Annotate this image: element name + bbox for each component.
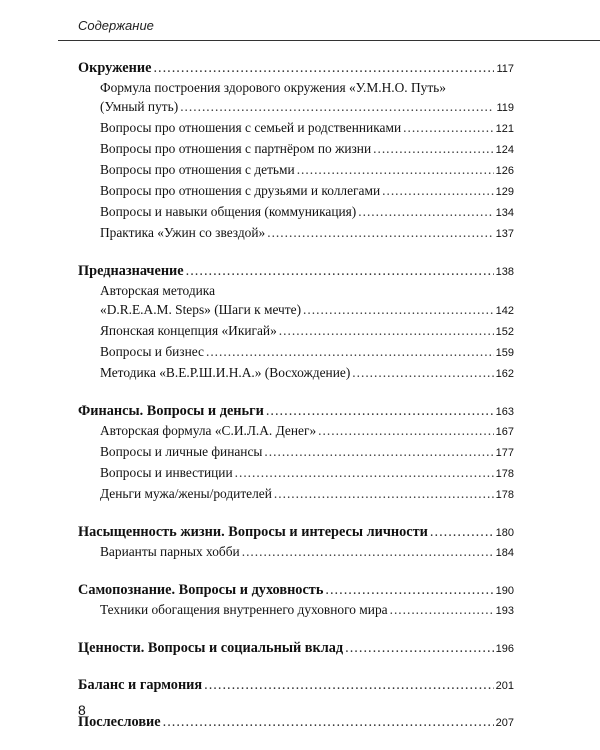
toc-entry-page: 178 [495, 489, 514, 501]
toc-dot-leader [325, 582, 493, 599]
toc-subsection-entry [78, 160, 514, 181]
toc-subsection-entry [78, 97, 514, 118]
toc-dot-leader [382, 181, 494, 200]
toc-entry-title: Баланс и гармония [78, 677, 203, 693]
toc-subsection-entry [78, 300, 514, 321]
toc-dot-leader [390, 600, 494, 619]
toc-dot-leader [264, 442, 493, 461]
toc-entry-page: 119 [496, 102, 514, 114]
toc-entry-title: Насыщенность жизни. Вопросы и интересы личности [78, 524, 428, 540]
toc-entry-title: Вопросы и личные финансы [100, 444, 263, 459]
toc-section-entry [78, 640, 514, 658]
toc-entry-title: Вопросы и инвестиции [100, 465, 233, 480]
toc-dot-leader [235, 463, 494, 482]
toc-entry-page: 196 [495, 643, 514, 655]
toc-subsection-entry [78, 484, 514, 505]
toc-entry-title: Методика «В.Е.Р.Ш.И.Н.А.» (Восхождение) [100, 365, 351, 380]
toc-entry-page: 138 [495, 266, 514, 278]
toc-dot-leader [430, 524, 494, 541]
toc-entry-page: 177 [495, 447, 514, 459]
toc-entry-title: Вопросы про отношения с партнёром по жизни [100, 141, 372, 156]
toc-entry-page: 184 [495, 547, 514, 559]
toc-entry-page: 159 [495, 347, 514, 359]
toc-entry-page: 142 [495, 305, 514, 317]
toc-entry-title: «D.R.E.A.M. Steps» (Шаги к мечте) [100, 302, 302, 317]
toc-section-entry [78, 582, 514, 600]
toc-subsection-entry [78, 202, 514, 223]
toc-dot-leader [358, 202, 493, 221]
toc-entry-page: 167 [495, 426, 514, 438]
toc-subsection-entry [78, 442, 514, 463]
toc-section-entry [78, 714, 514, 732]
toc-dot-leader [279, 321, 494, 340]
toc-dot-leader [318, 421, 493, 440]
toc-subsection-entry [78, 118, 514, 139]
toc-entry-title: Вопросы про отношения с семьей и родственниками [100, 120, 402, 135]
toc-dot-leader [297, 160, 494, 179]
toc-dot-leader [266, 403, 494, 420]
toc-subsection-entry [78, 421, 514, 442]
toc-entry-page: 134 [495, 207, 514, 219]
toc-dot-leader [204, 677, 493, 694]
toc-subsection-entry [78, 342, 514, 363]
toc-entry-page: 124 [495, 144, 514, 156]
toc-entry-page: 126 [495, 165, 514, 177]
toc-dot-leader [242, 542, 494, 561]
toc-section-entry [78, 60, 514, 78]
toc-entry-title: Самопознание. Вопросы и духовность [78, 582, 324, 598]
toc-entry-title: Вопросы про отношения с детьми [100, 162, 295, 177]
toc-entry-title-line: Формула построения здорового окружения «У.М.Н.О. Путь» [100, 80, 446, 95]
toc-entry-title: (Умный путь) [100, 99, 179, 114]
toc-section-entry [78, 524, 514, 542]
toc-subsection-entry [78, 600, 514, 621]
toc-dot-leader [163, 714, 494, 731]
toc-entry-title: Вопросы и бизнес [100, 344, 204, 359]
toc-entry-page: 190 [495, 585, 514, 597]
toc-entry-title: Японская концепция «Икигай» [100, 323, 277, 338]
toc-subsection-entry [78, 463, 514, 484]
toc-subsection-entry [78, 363, 514, 384]
toc-entry-page: 129 [495, 186, 514, 198]
table-of-contents [78, 60, 514, 732]
header-rule [58, 40, 600, 41]
toc-dot-leader [303, 300, 494, 319]
toc-dot-leader [403, 118, 494, 137]
toc-entry-title: Окружение [78, 60, 152, 76]
toc-dot-leader [153, 60, 494, 77]
running-header: Содержание [78, 18, 154, 33]
toc-entry-title: Техники обогащения внутреннего духовного мира [100, 602, 388, 617]
toc-dot-leader [352, 363, 493, 382]
toc-entry-page: 163 [495, 406, 514, 418]
toc-subsection-entry [78, 181, 514, 202]
toc-dot-leader [180, 97, 494, 116]
toc-entry-page: 152 [495, 326, 514, 338]
page-number: 8 [78, 702, 86, 718]
toc-entry-title: Предназначение [78, 263, 184, 279]
toc-section-entry [78, 403, 514, 421]
toc-dot-leader [345, 640, 493, 657]
toc-entry-title: Вопросы и навыки общения (коммуникация) [100, 204, 357, 219]
toc-entry-page: 180 [495, 527, 514, 539]
toc-entry-title: Варианты парных хобби [100, 544, 240, 559]
toc-subsection-entry [78, 223, 514, 244]
toc-entry-page: 193 [495, 605, 514, 617]
toc-entry-page: 137 [495, 228, 514, 240]
toc-subsection-entry [78, 321, 514, 342]
toc-subsection-entry [78, 542, 514, 563]
toc-entry-title: Финансы. Вопросы и деньги [78, 403, 264, 419]
toc-dot-leader [274, 484, 494, 503]
toc-section-entry [78, 677, 514, 695]
toc-dot-leader [373, 139, 494, 158]
toc-subsection-entry [78, 139, 514, 160]
toc-entry-title: Послесловие [78, 714, 161, 730]
toc-entry-page: 178 [495, 468, 514, 480]
toc-entry-title: Ценности. Вопросы и социальный вклад [78, 640, 344, 656]
toc-entry-title-line: Авторская методика [100, 283, 216, 298]
toc-entry-title: Деньги мужа/жены/родителей [100, 486, 272, 501]
toc-entry-page: 162 [495, 368, 514, 380]
toc-entry-title: Практика «Ужин со звездой» [100, 225, 266, 240]
toc-section-entry [78, 263, 514, 281]
toc-entry-page: 207 [495, 717, 514, 729]
toc-dot-leader [267, 223, 493, 242]
toc-entry-page: 201 [495, 680, 514, 692]
toc-dot-leader [206, 342, 494, 361]
toc-entry-page: 117 [496, 63, 514, 75]
toc-entry-title: Авторская формула «С.И.Л.А. Денег» [100, 423, 317, 438]
toc-entry-page: 121 [495, 123, 514, 135]
toc-entry-title: Вопросы про отношения с друзьями и коллегами [100, 183, 381, 198]
toc-dot-leader [186, 263, 494, 280]
